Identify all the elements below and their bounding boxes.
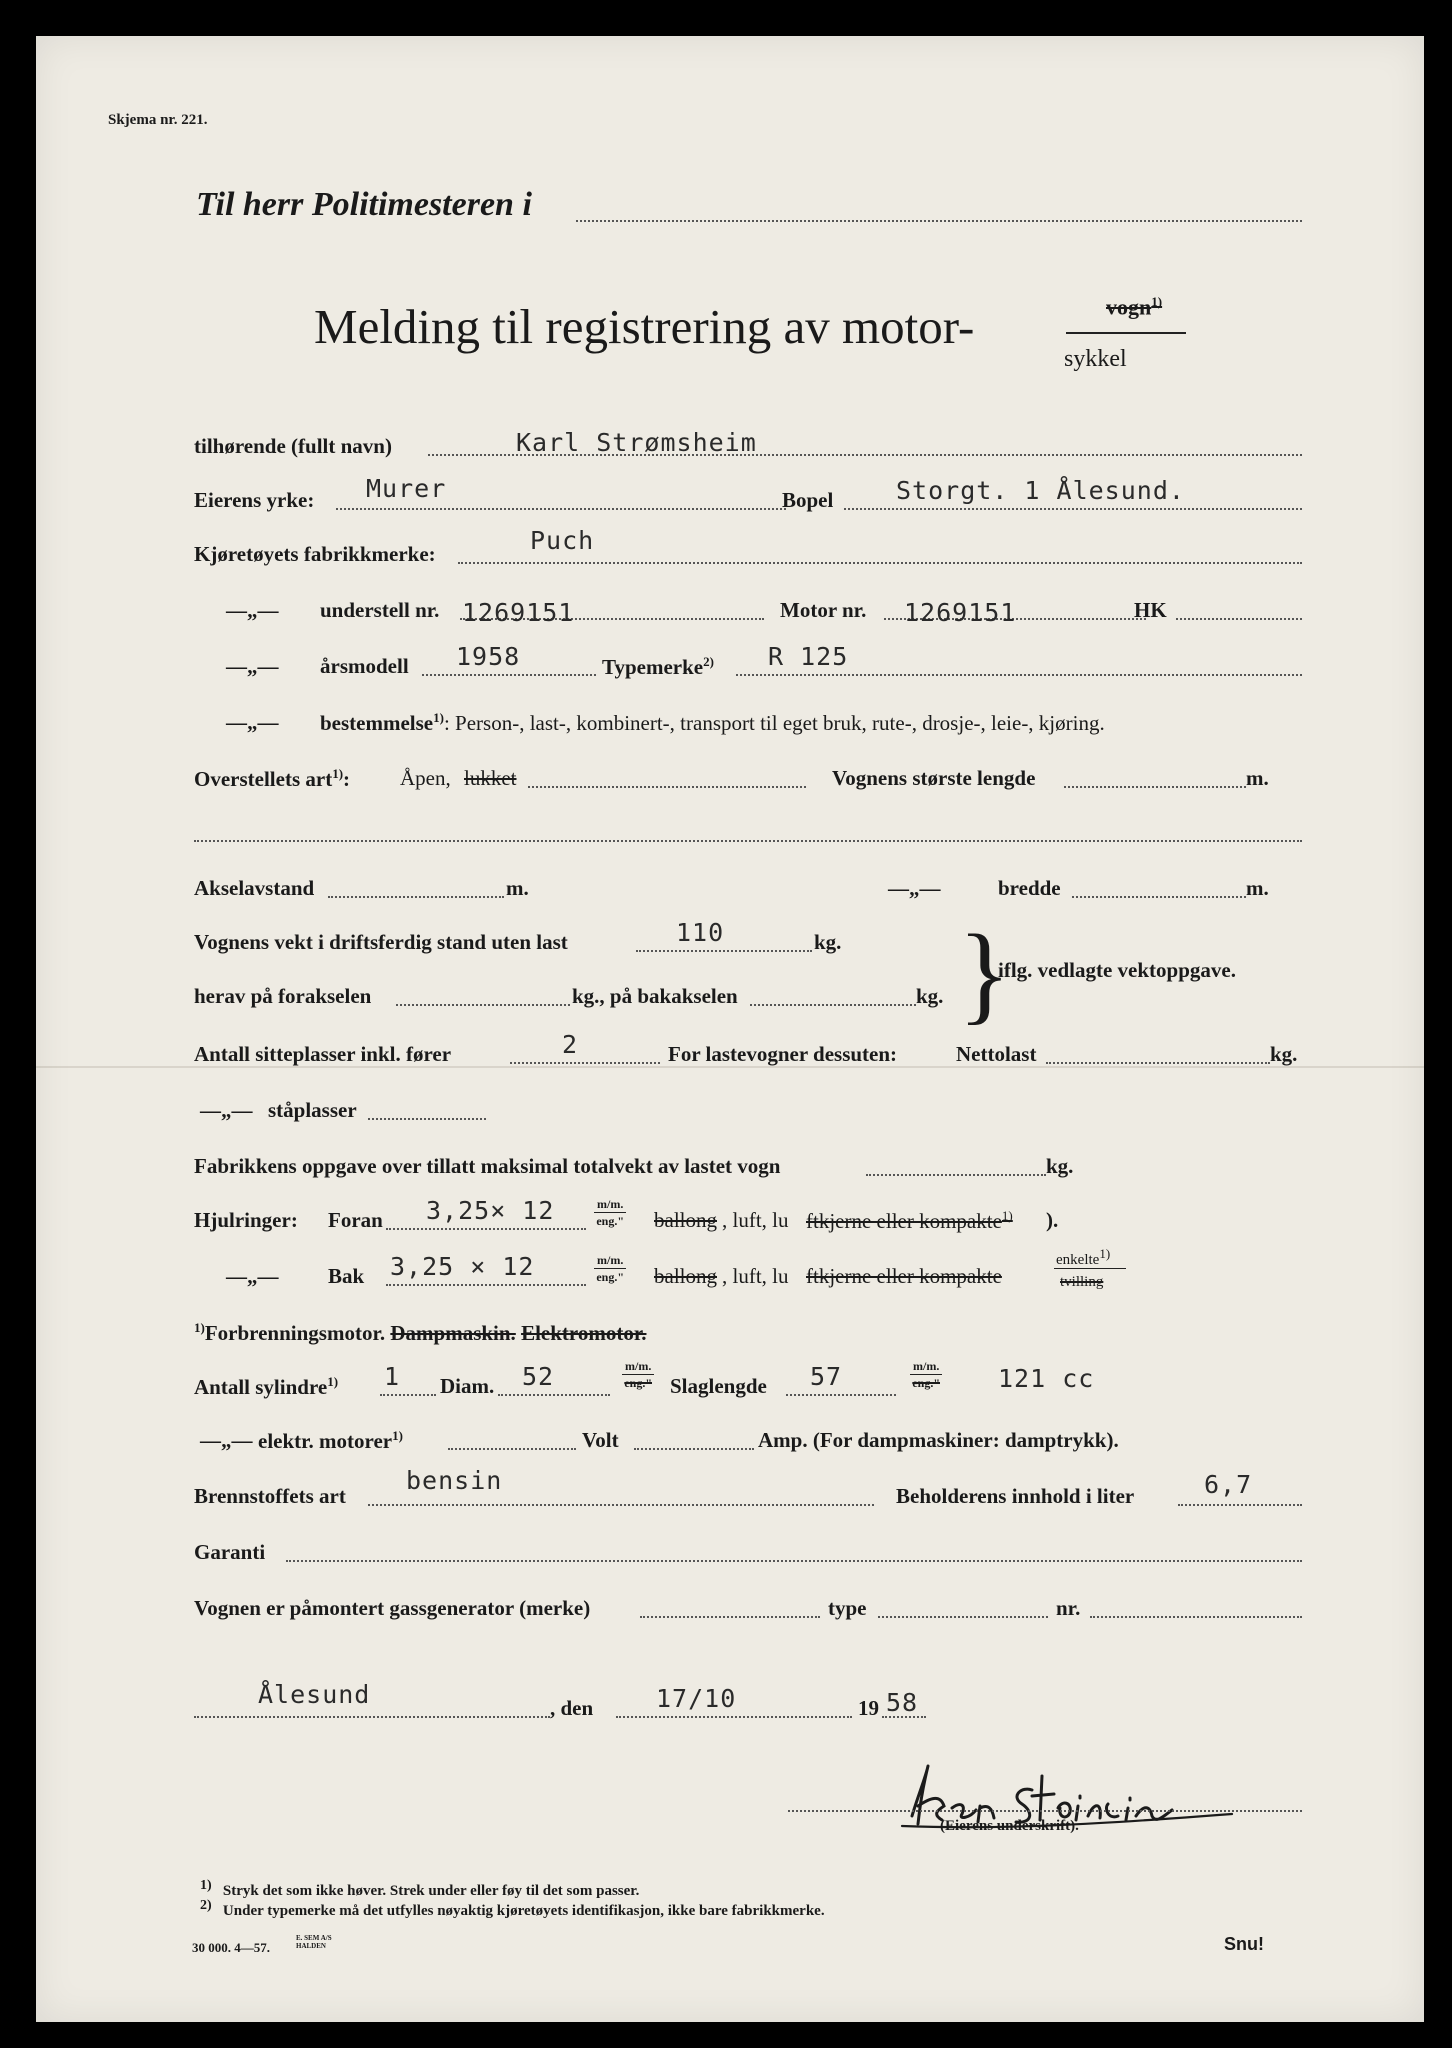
printer-mark: E. SEM A/S HALDEN <box>296 1934 332 1950</box>
ditto-mark: —„— <box>226 654 279 678</box>
ditto-mark: —„— <box>226 1264 279 1288</box>
ditto-mark: —„— <box>888 876 941 900</box>
no-label: nr. <box>1056 1596 1081 1620</box>
unit-fraction: m/m. eng." <box>622 1358 654 1391</box>
weight-label: Vognens vekt i driftsferdig stand uten last <box>194 930 568 954</box>
make-value[interactable]: Puch <box>530 526 595 555</box>
unit-kg: kg. <box>814 930 842 954</box>
chassis-label: understell nr. <box>320 598 440 622</box>
max-total-label: Fabrikkens oppgave over tillatt maksimal totalvekt av lastet vogn <box>194 1154 781 1178</box>
residence-value[interactable]: Storgt. 1 Ålesund. <box>896 476 1185 505</box>
year-suffix-value[interactable]: 58 <box>886 1688 919 1717</box>
footnote-1: 1) Stryk det som ikke høver. Strek under eller føy til det som passer. <box>200 1878 640 1899</box>
solid-struck: ftkjerne eller kompakte$^{1)}$ <box>806 1208 1013 1233</box>
tire-rear-value[interactable]: 3,25 × 12 <box>390 1252 535 1281</box>
owner-name-value[interactable]: Karl Strømsheim <box>516 428 757 457</box>
cylinders-value[interactable]: 1 <box>384 1362 401 1391</box>
fuel-label: Brennstoffets art <box>194 1484 346 1508</box>
weight-value[interactable]: 110 <box>676 918 725 947</box>
stroke-value[interactable]: 57 <box>810 1362 843 1391</box>
tires-label: Hjulringer: <box>194 1208 298 1232</box>
air-label: , luft, lu <box>722 1264 789 1288</box>
front-label: Foran <box>328 1208 383 1232</box>
rear-axle-label: kg., på bakakselen <box>572 984 738 1008</box>
body-type-label: Overstellets art$^{1)}$: <box>194 766 351 791</box>
tire-front-value[interactable]: 3,25× 12 <box>426 1196 555 1225</box>
max-length-label: Vognens største lengde <box>832 766 1036 790</box>
truck-extra-label: For lastevogner dessuten: <box>668 1042 898 1066</box>
year-prefix: 19 <box>858 1696 879 1720</box>
wheelbase-label: Akselavstand <box>194 876 315 900</box>
twin-struck: tvilling <box>1060 1274 1104 1290</box>
amp-label: Amp. (For dampmaskiner: damptrykk). <box>758 1428 1119 1452</box>
form-title: Melding til registrering av motor- <box>314 299 975 354</box>
occupation-value[interactable]: Murer <box>366 474 447 503</box>
ditto-mark: —„— <box>226 598 279 622</box>
net-load-label: Nettolast <box>956 1042 1037 1066</box>
form-number: Skjema nr. 221. <box>108 112 208 128</box>
cylinders-label: Antall sylindre$^{1)}$ <box>194 1374 339 1399</box>
elec-motors-label: elektr. motorer$^{1)}$ <box>258 1428 403 1453</box>
unit-kg: kg. <box>1270 1042 1298 1066</box>
title-vogn-struck: vogn$^{1)}$ <box>1106 294 1163 320</box>
salutation: Til herr Politimesteren i <box>196 186 532 223</box>
balloon-struck: ballong <box>654 1208 717 1232</box>
make-label: Kjøretøyets fabrikkmerke: <box>194 542 436 566</box>
end-paren: ). <box>1046 1208 1059 1232</box>
model-year-value[interactable]: 1958 <box>456 642 521 671</box>
print-info: 30 000. 4—57. <box>192 1940 270 1955</box>
motor-no-label: Motor nr. <box>780 598 867 622</box>
air-label: , luft, lu <box>722 1208 789 1232</box>
solid-struck: ftkjerne eller kompakte <box>806 1264 1002 1288</box>
purpose-label: bestemmelse$^{1)}$: Person-, last-, kombinert-, transport til eget bruk, rute-, drosje-, leie-, kjøring. <box>320 710 1105 735</box>
type-label: type <box>828 1596 867 1620</box>
body-closed-struck: lukket <box>464 766 517 790</box>
balloon-struck: ballong <box>654 1264 717 1288</box>
unit-m: m. <box>1246 876 1269 900</box>
unit-fraction: m/m. eng." <box>594 1196 626 1229</box>
single-label: enkelte1) <box>1056 1246 1111 1268</box>
model-year-label: årsmodell <box>320 654 409 678</box>
warranty-label: Garanti <box>194 1540 266 1564</box>
residence-label: Bopel <box>782 488 834 512</box>
width-label: bredde <box>998 876 1061 900</box>
engine-type: $^{1)}$Forbrenningsmotor. Dampmaskin. Elektromotor. <box>194 1320 647 1345</box>
tank-value[interactable]: 6,7 <box>1204 1470 1253 1499</box>
title-sykkel: sykkel <box>1064 346 1127 372</box>
displacement-value[interactable]: 121 cc <box>998 1364 1095 1393</box>
owner-signature <box>882 1746 1262 1856</box>
body-open: Åpen, <box>400 766 451 790</box>
ditto-mark: —„— <box>200 1098 253 1122</box>
tank-label: Beholderens innhold i liter <box>896 1484 1135 1508</box>
seats-value[interactable]: 2 <box>562 1030 579 1059</box>
rear-label: Bak <box>328 1264 365 1288</box>
place-value[interactable]: Ålesund <box>258 1680 371 1709</box>
seats-label: Antall sitteplasser inkl. fører <box>194 1042 452 1066</box>
occupation-label: Eierens yrke: <box>194 488 315 512</box>
unit-m: m. <box>506 876 529 900</box>
stroke-label: Slaglengde <box>670 1374 767 1398</box>
turn-over: Snu! <box>1224 1934 1264 1954</box>
owner-label: tilhørende (fullt navn) <box>194 434 392 458</box>
gas-gen-label: Vognen er påmontert gassgenerator (merke) <box>194 1596 591 1620</box>
signature-caption: (Eierens underskrift). <box>940 1818 1079 1834</box>
volt-label: Volt <box>582 1428 619 1452</box>
unit-kg: kg. <box>1046 1154 1074 1178</box>
date-label: , den <box>550 1696 594 1720</box>
diam-value[interactable]: 52 <box>522 1362 555 1391</box>
footnote-2: 2) Under typemerke må det utfylles nøyaktig kjøretøyets identifikasjon, ikke bare fabrikkmerke. <box>200 1898 825 1919</box>
unit-m: m. <box>1246 766 1269 790</box>
unit-kg: kg. <box>916 984 944 1008</box>
chassis-value[interactable]: 1269151 <box>462 598 575 627</box>
motor-no-value[interactable]: 1269151 <box>904 598 1017 627</box>
date-value[interactable]: 17/10 <box>656 1684 737 1713</box>
ditto-mark: —„— <box>200 1428 253 1452</box>
type-mark-label: Typemerke$^{2)}$ <box>602 654 714 679</box>
unit-fraction: m/m. eng." <box>910 1358 942 1391</box>
fuel-value[interactable]: bensin <box>406 1466 503 1495</box>
front-axle-label: herav på forakselen <box>194 984 372 1008</box>
standing-label: ståplasser <box>268 1098 357 1122</box>
hp-label: HK <box>1134 598 1167 622</box>
unit-fraction: m/m. eng." <box>594 1252 626 1285</box>
weight-note: iflg. vedlagte vektoppgave. <box>998 958 1236 982</box>
ditto-mark: —„— <box>226 710 279 734</box>
form-sheet <box>36 36 1424 2022</box>
diam-label: Diam. <box>440 1374 495 1398</box>
brace: } <box>958 912 1011 1034</box>
type-mark-value[interactable]: R 125 <box>768 642 849 671</box>
